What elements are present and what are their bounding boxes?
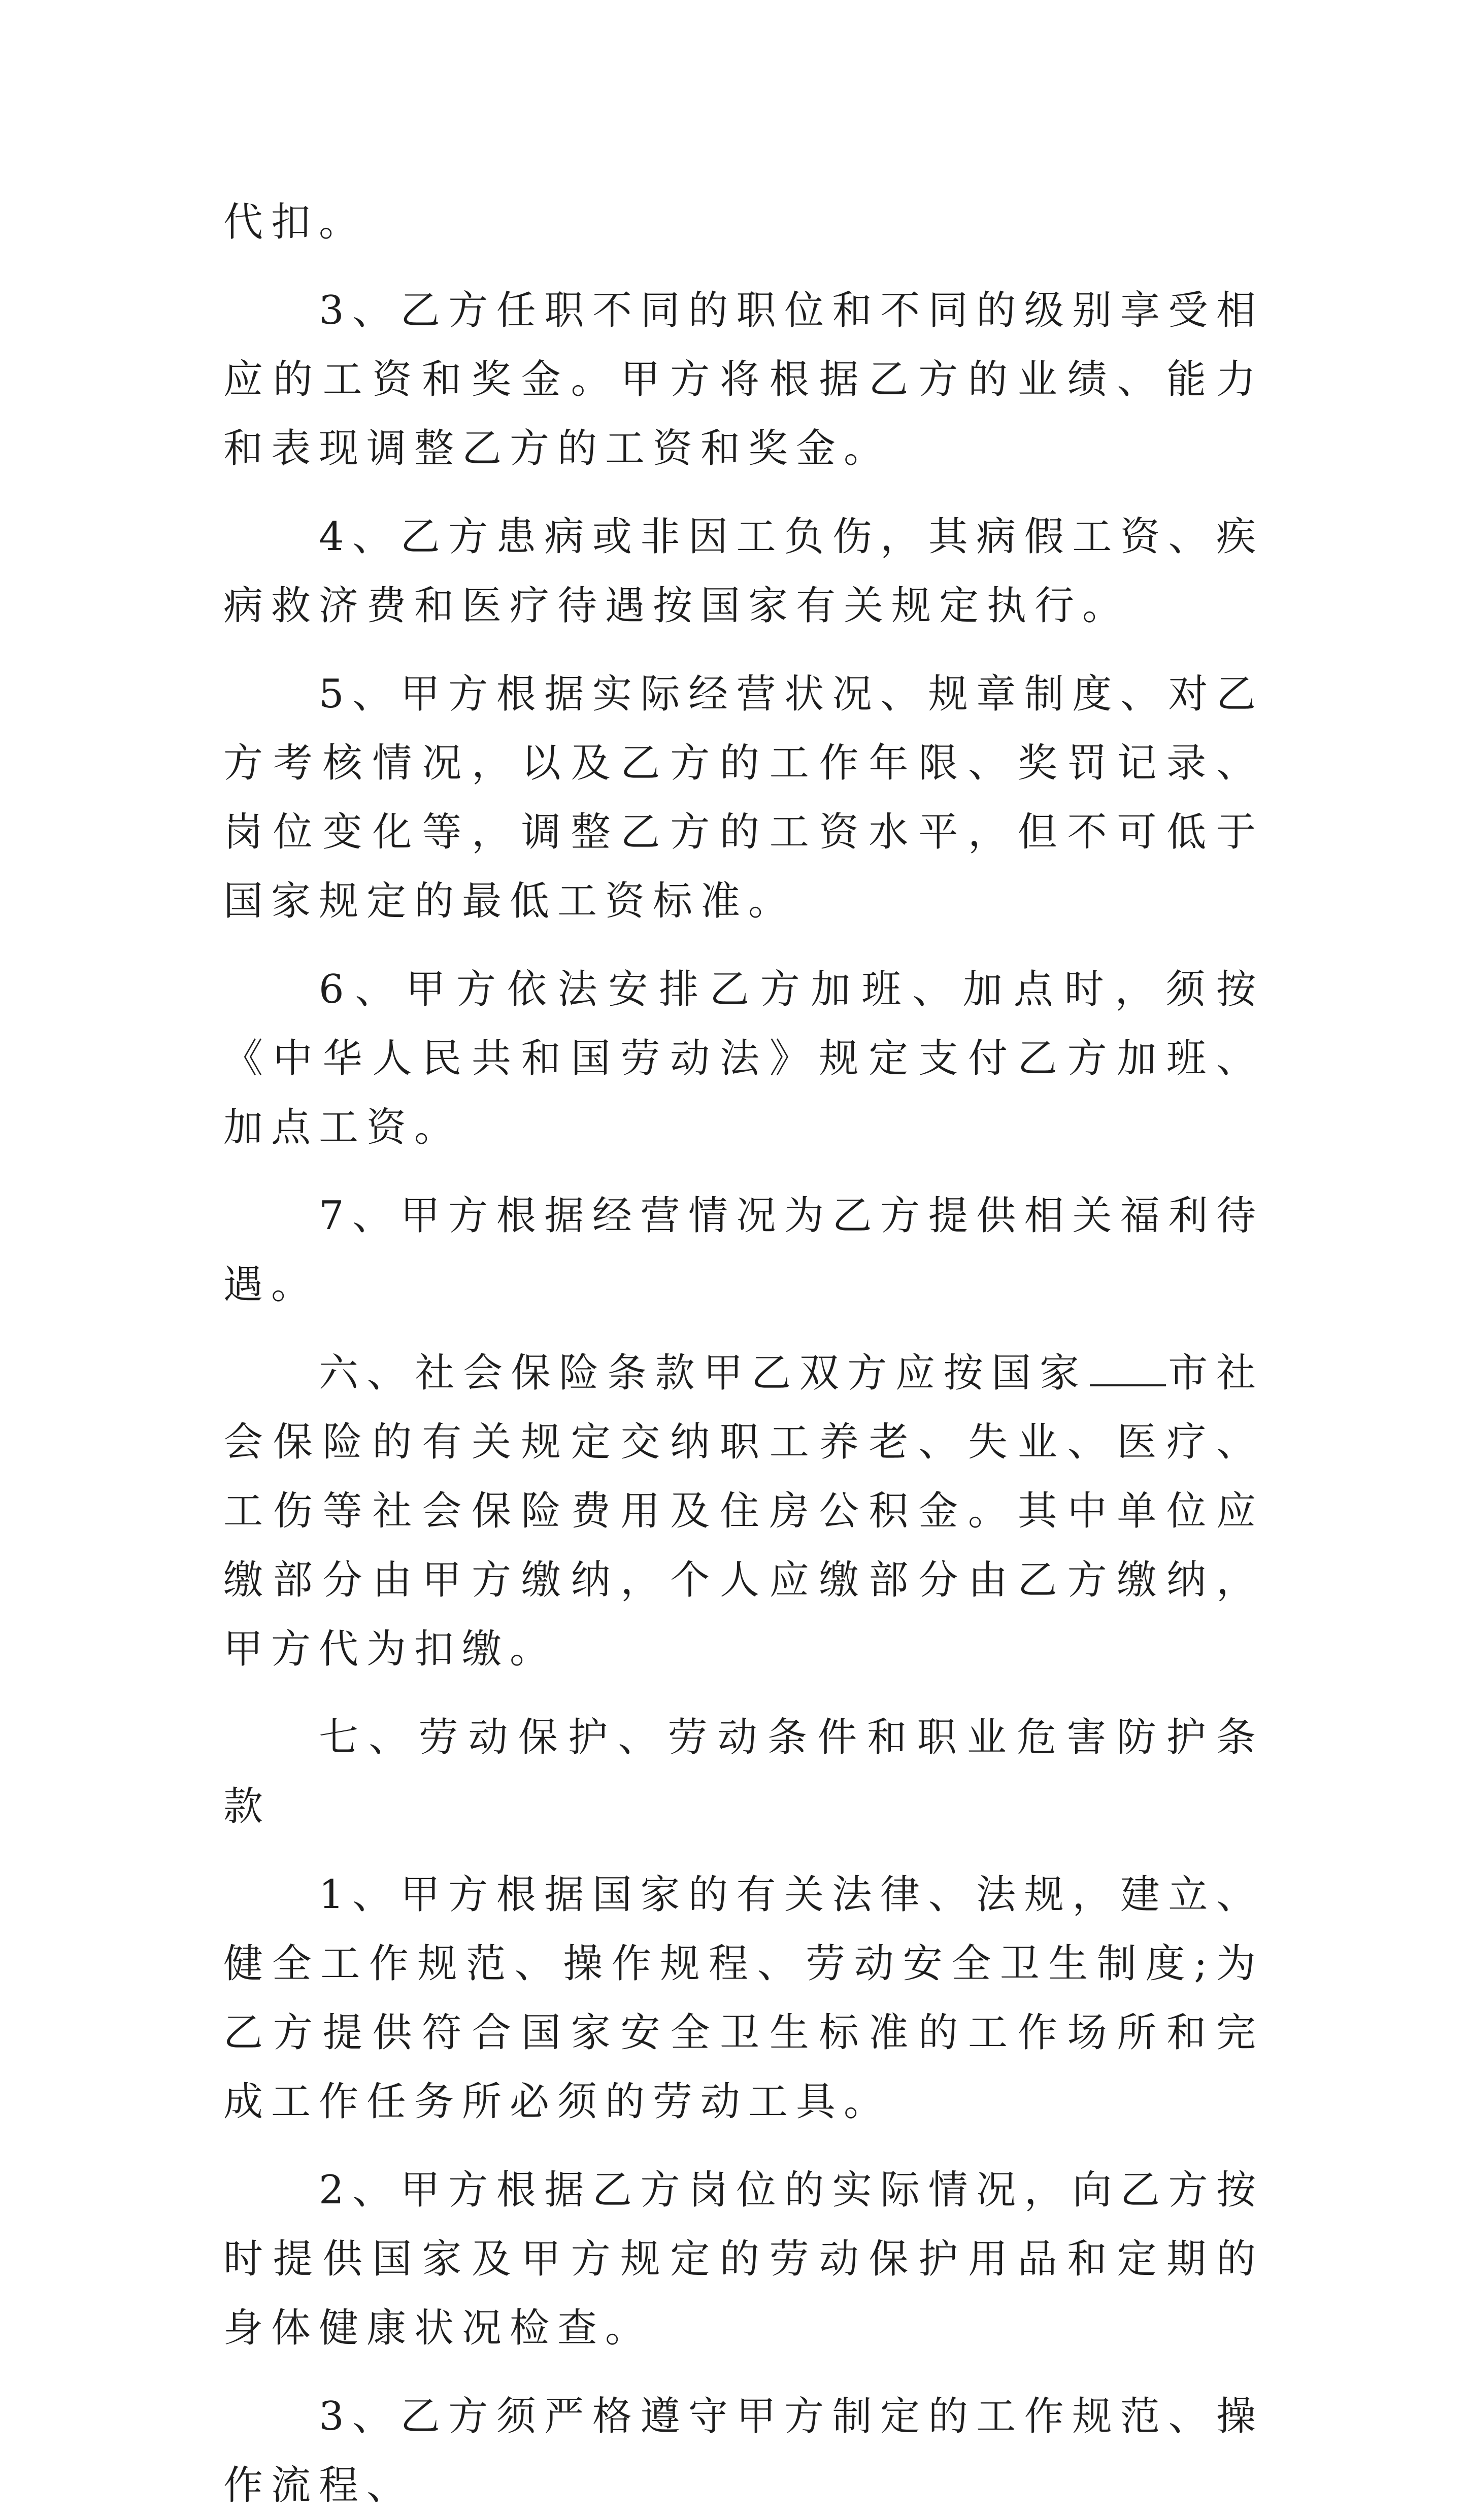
paragraph-section-6-social-insurance xyxy=(223,1339,1264,1684)
social-insurance-text-after: 市社会保险的有关规定交纳职工养老、失业、医疗、工伤等社会保险费用及住房公积金。其中单位应缴部分由甲方缴纳，个人应缴部分由乙方缴纳，甲方代为扣缴。 xyxy=(223,1350,1264,1672)
paragraph-clause-7-welfare: 7、甲方根据经营情况为乙方提供相关福利待遇。 xyxy=(223,1193,1264,1308)
paragraph-clause-5-salary-adjust: 5、甲方根据实际经营状况、规章制度、对乙方考核情况，以及乙方的工作年限、奖罚记录、岗位变化等，调整乙方的工资水平，但不可低于国家规定的最低工资标准。 xyxy=(223,671,1264,924)
city-blank-line xyxy=(1090,1349,1166,1386)
paragraph-clause-3-salary-bonus: 3、乙方任职不同的职位和不同的级别享受相应的工资和奖金。甲方将根据乙方的业绩、能力和表现调整乙方的工资和奖金。 xyxy=(223,288,1264,471)
paragraph-clause-2-protective-equipment: 2、甲方根据乙方岗位的实际情况，向乙方按时提供国家及甲方规定的劳动保护用品和定期的身体健康状况检查。 xyxy=(223,2167,1264,2351)
social-insurance-text-before: 六、社会保险条款甲乙双方应按国家 xyxy=(319,1350,1088,1396)
paragraph-clause-6-overtime: 6、甲方依法安排乙方加班、加点时，须按《中华人民共和国劳动法》规定支付乙方加班、加点工资。 xyxy=(223,967,1264,1150)
section-heading-labor-protection: 七、劳动保护、劳动条件和职业危害防护条款 xyxy=(223,1715,1264,1829)
paragraph-clause-3-compliance: 3、乙方须严格遵守甲方制定的工作规范、操作流程、 xyxy=(223,2394,1264,2508)
paragraph-clause-4-sick-leave: 4、乙方患病或非因工负伤，其病假工资、疾病救济费和医疗待遇按国家有关规定执行。 xyxy=(223,514,1264,629)
paragraph-clause-1-work-standards: 1、甲方根据国家的有关法律、法规，建立、健全工作规范、操作规程、劳动安全卫生制度;为乙方提供符合国家安全卫生标准的工作场所和完成工作任务所必须的劳动工具。 xyxy=(223,1872,1264,2125)
paragraph-continuation: 代扣。 xyxy=(223,199,367,245)
document-body xyxy=(223,188,1264,2520)
